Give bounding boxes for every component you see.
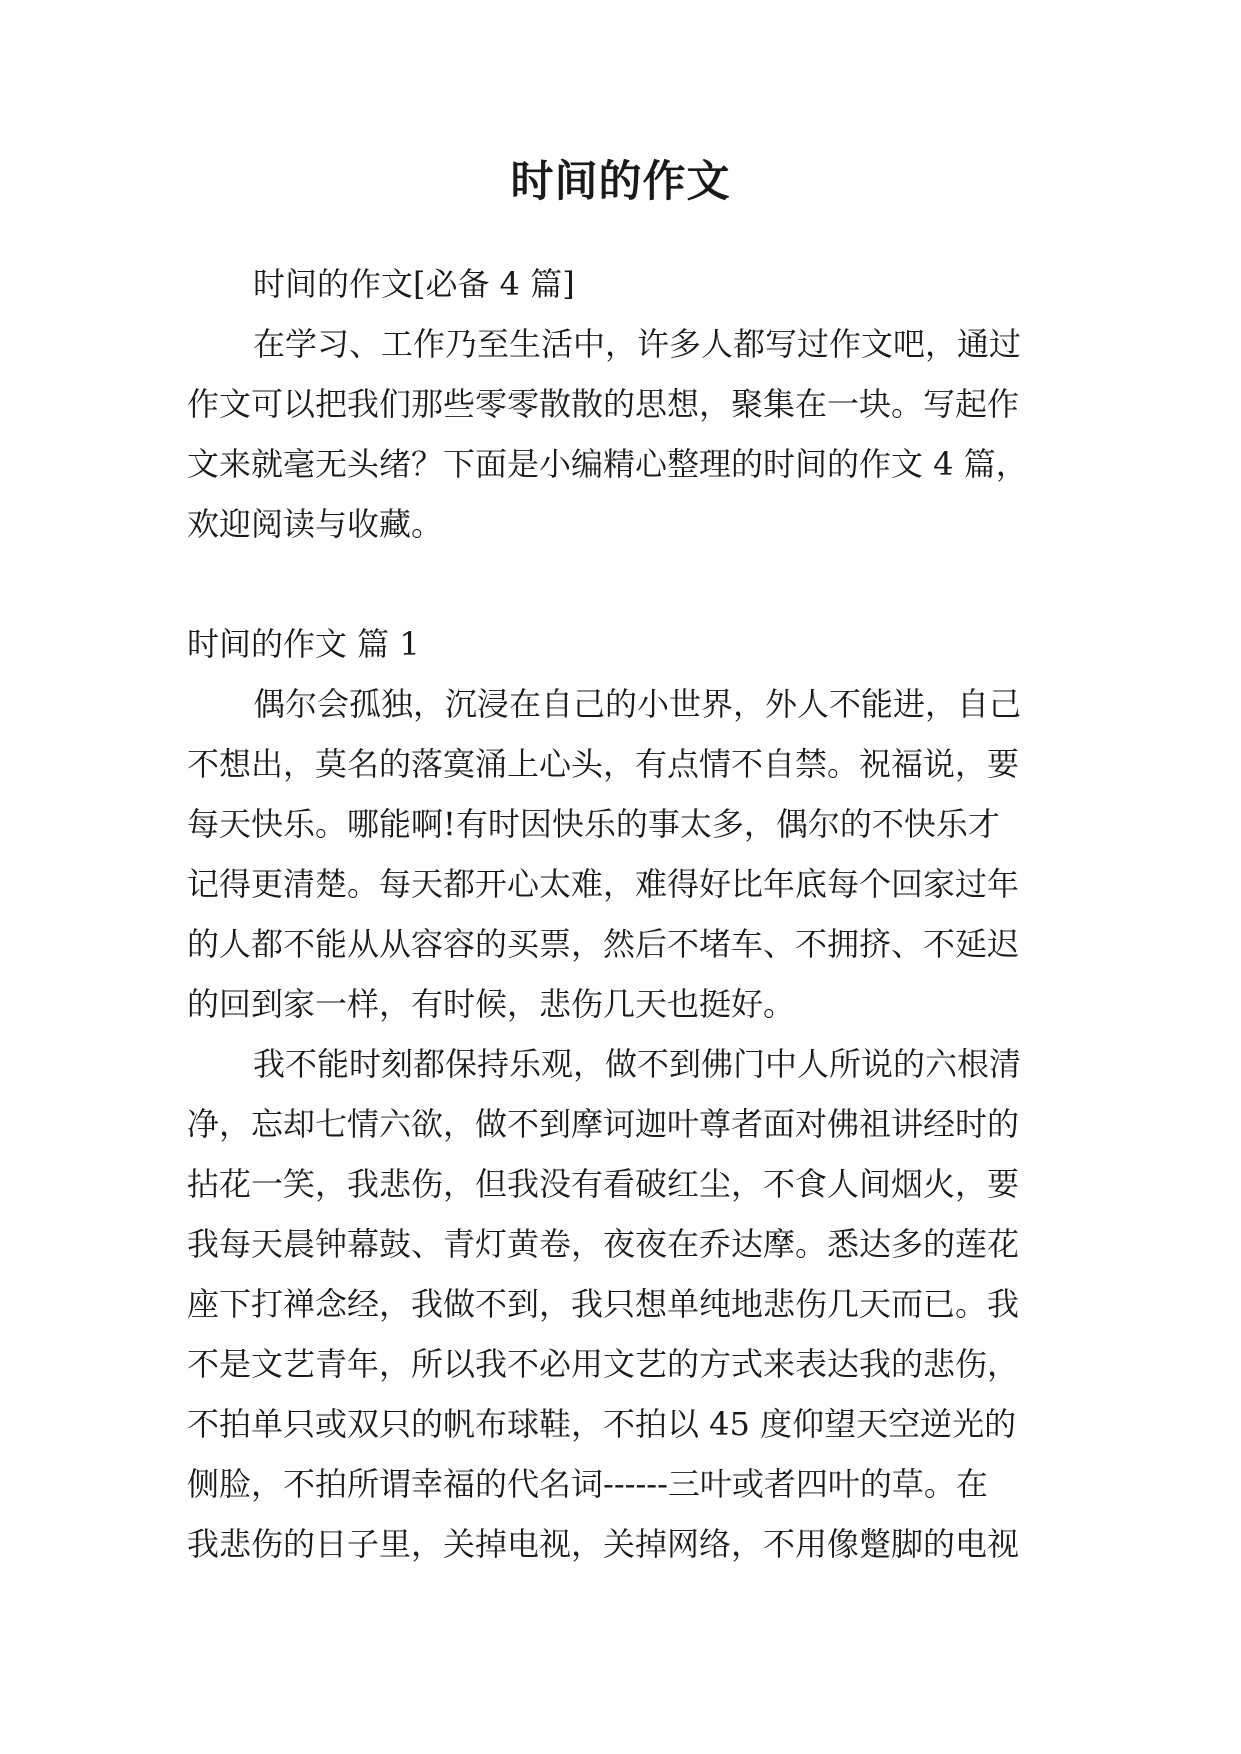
text-line: 不想出，莫名的落寞涌上心头，有点情不自禁。祝福说，要 bbox=[187, 745, 1020, 783]
section-heading: 时间的作文 篇 1 bbox=[187, 625, 420, 663]
document-title: 时间的作文 bbox=[510, 157, 731, 207]
text-line: 的回到家一样，有时候，悲伤几天也挺好。 bbox=[187, 985, 796, 1023]
text-line: 不是文艺青年，所以我不必用文艺的方式来表达我的悲伤， bbox=[187, 1345, 1020, 1383]
text-line: 座下打禅念经，我做不到，我只想单纯地悲伤几天而已。我 bbox=[187, 1285, 1020, 1323]
essay-paragraph-1 bbox=[187, 674, 1062, 1034]
text-line: 我不能时刻都保持乐观，做不到佛门中人所说的六根清 bbox=[253, 1045, 1022, 1083]
text-line: 不拍单只或双只的帆布球鞋，不拍以 45 度仰望天空逆光的 bbox=[187, 1405, 1017, 1443]
document-body bbox=[187, 254, 1062, 1574]
essay-paragraph-2 bbox=[187, 1034, 1062, 1574]
text-line: 偶尔会孤独，沉浸在自己的小世界，外人不能进，自己 bbox=[253, 685, 1022, 723]
text-line: 每天快乐。哪能啊!有时因快乐的事太多，偶尔的不快乐才 bbox=[187, 805, 1000, 843]
text-line: 记得更清楚。每天都开心太难，难得好比年底每个回家过年 bbox=[187, 865, 1020, 903]
text-line: 在学习、工作乃至生活中，许多人都写过作文吧，通过 bbox=[253, 325, 1022, 363]
text-line: 文来就毫无头绪？下面是小编精心整理的时间的作文 4 篇， bbox=[187, 445, 1028, 483]
text-line: 欢迎阅读与收藏。 bbox=[187, 505, 444, 543]
document-subtitle: 时间的作文[必备 4 篇] bbox=[253, 265, 575, 303]
text-line: 拈花一笑，我悲伤，但我没有看破红尘，不食人间烟火，要 bbox=[187, 1165, 1020, 1203]
paragraph-spacer bbox=[187, 554, 1062, 614]
text-line: 侧脸，不拍所谓幸福的代名词------三叶或者四叶的草。在 bbox=[187, 1465, 988, 1503]
text-line: 净，忘却七情六欲，做不到摩诃迦叶尊者面对佛祖讲经时的 bbox=[187, 1105, 1020, 1143]
text-line: 我每天晨钟幕鼓、青灯黄卷，夜夜在乔达摩。悉达多的莲花 bbox=[187, 1225, 1020, 1263]
text-line: 我悲伤的日子里，关掉电视，关掉网络，不用像蹩脚的电视 bbox=[187, 1525, 1020, 1563]
text-line: 的人都不能从从容容的买票，然后不堵车、不拥挤、不延迟 bbox=[187, 925, 1020, 963]
intro-paragraph bbox=[187, 314, 1062, 554]
text-line: 作文可以把我们那些零零散散的思想，聚集在一块。写起作 bbox=[187, 385, 1020, 423]
